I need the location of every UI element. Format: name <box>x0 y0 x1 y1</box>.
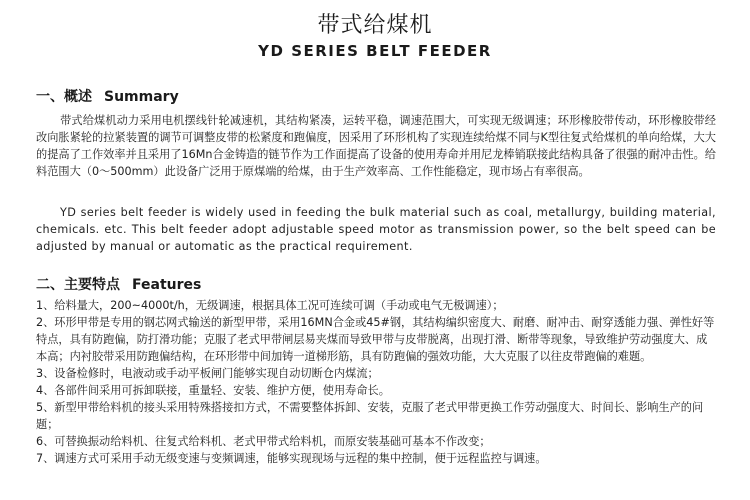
summary-text-en: YD series belt feeder is widely used in feeding the bulk material such as coal, metallurgy, building material, chemicals. etc. This belt feeder adopt adjustable speed motor as transmission power, so the belt speed can be adjusted by manual or automatic as the practical requirement. <box>36 206 716 253</box>
summary-paragraph-en <box>36 204 716 255</box>
features-heading-cn: 二、主要特点 <box>36 277 120 293</box>
features-list <box>36 297 716 467</box>
summary-heading-cn: 一、概述 <box>36 89 92 105</box>
summary-heading-en: Summary <box>104 89 179 105</box>
page-title-cn: 带式给煤机 <box>317 13 433 38</box>
feature-item-2: 2、环形甲带是专用的钢芯网式输送的新型甲带，采用16MN合金或45#钢，其结构编织密度大、耐磨、耐冲击、耐穿透能力强、弹性好等特点，具有防跑偏，防打滑功能；克服了老式甲带闸层易夹煤而导致甲带与皮带脱离，出现打滑、断带等现象，导致维护劳动强度大、成本高；内衬胶带采用防跑偏结构，在环形带中间加铸一道梯形筋，具有防跑偏的强效功能，大大克服了以往皮带跑偏的难题。 <box>36 316 715 363</box>
summary-paragraph-cn <box>36 112 716 180</box>
summary-heading <box>36 86 179 106</box>
features-heading <box>36 274 201 294</box>
feature-item-5: 5、新型甲带给料机的接头采用特殊搭接扣方式，不需要整体拆卸、安装，克服了老式甲带更换工作劳动强度大、时间长、影响生产的问题； <box>36 401 704 431</box>
summary-text-cn: 带式给煤机动力采用电机摆线针轮减速机，其结构紧凑，运转平稳，调速范围大，可实现无级调速；环形橡胶带传动，环形橡胶带经改向胀紧轮的拉紧装置的调节可调整皮带的松紧度和跑偏度，因采用了环形机构了实现连续给煤不同与K型往复式给煤机的单向给煤，大大的提高了工作效率并且采用了16Mn合金铸造的链节作为工作面提高了设备的使用寿命并用尼龙棒销联接此结构具备了很强的耐冲击性。给料范围大（0～500mm）此设备广泛用于原煤端的给煤，由于生产效率高、工作性能稳定，现市场占有率很高。 <box>36 114 716 178</box>
features-heading-en: Features <box>132 277 202 293</box>
feature-item-7: 7、调速方式可采用手动无级变速与变频调速，能够实现现场与远程的集中控制，便于远程监控与调速。 <box>36 452 547 465</box>
feature-item-3: 3、设备检修时，电液动或手动平板闸门能够实现自动切断仓内煤流； <box>36 367 379 380</box>
feature-item-4: 4、各部件间采用可拆卸联接，重量轻、安装、维护方便，使用寿命长。 <box>36 384 390 397</box>
page-title-en: YD SERIES BELT FEEDER <box>258 42 492 60</box>
feature-item-6: 6、可替换振动给料机、往复式给料机、老式甲带式给料机，而原安装基础可基本不作改变； <box>36 435 491 448</box>
feature-item-1: 1、给料量大，200~4000t/h，无级调速，根据具体工况可连续可调（手动或电气无极调速）； <box>36 299 504 312</box>
